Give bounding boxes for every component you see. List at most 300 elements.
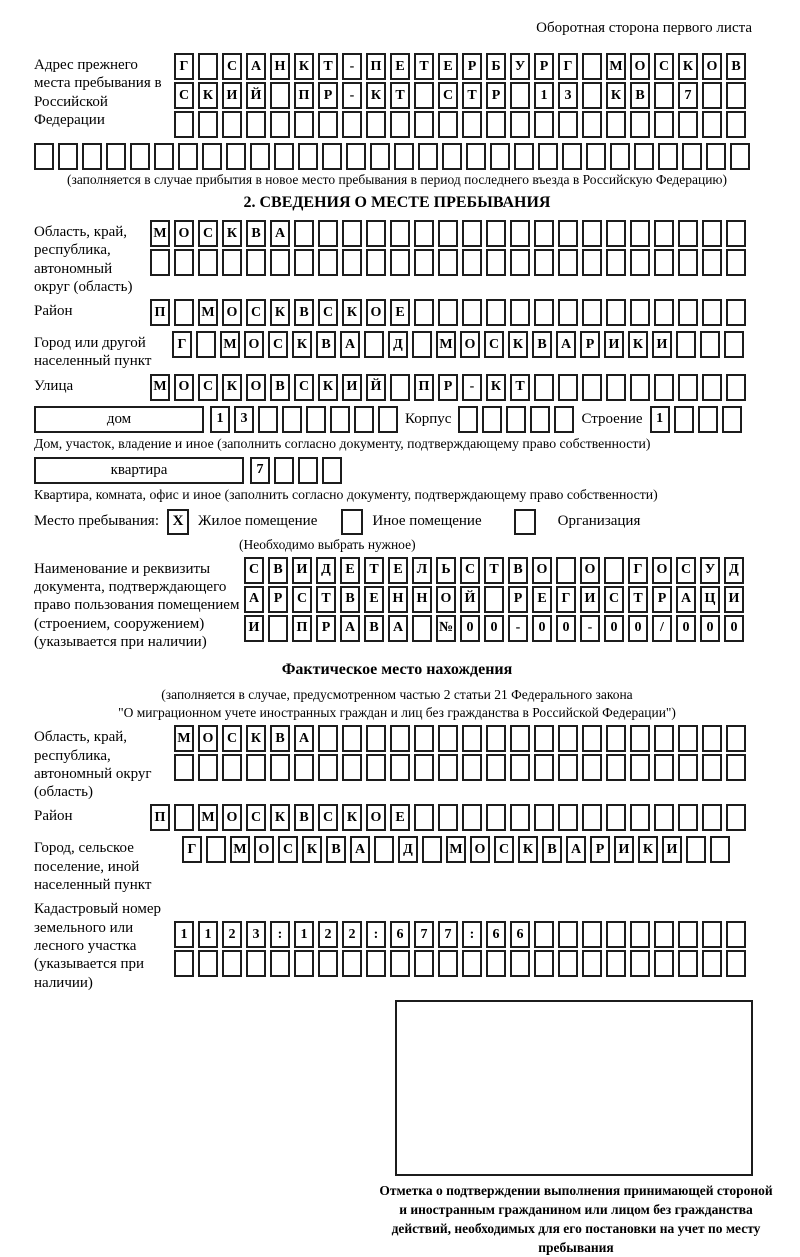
char-cell: - [580,615,600,642]
char-cell [342,249,362,276]
char-cell: 3 [558,82,578,109]
char-cell [726,374,746,401]
char-cell [556,557,576,584]
char-cell [246,950,266,977]
char-cell [318,111,338,138]
prev-address-label: Адрес прежнего места пребывания в Российской Федерации [34,57,162,128]
char-cell [630,725,650,752]
prev-address-field [34,53,760,140]
char-cell [658,143,678,170]
char-cell [222,249,242,276]
actual-region-field [34,725,760,801]
char-cell: Л [412,557,432,584]
char-cell [678,299,698,326]
char-cell [682,143,702,170]
char-cell: Е [532,586,552,613]
char-cell: Р [590,836,610,863]
char-cell: Т [510,374,530,401]
confirmation-mark-box [395,1000,753,1176]
char-cell [686,836,706,863]
char-cell [702,299,722,326]
char-cell: О [702,53,722,80]
cadastre-label: Кадастровый номер земельного или лесного участка (указывается при наличии) [34,901,161,991]
char-cell [178,143,198,170]
char-cell [366,220,386,247]
char-cell: К [318,374,338,401]
char-cell [702,754,722,781]
prev-address-cells [174,53,746,140]
char-cell [706,143,726,170]
char-cell [678,950,698,977]
char-cell: А [294,725,314,752]
char-cell [390,111,410,138]
char-cell: М [198,804,218,831]
char-cell [654,82,674,109]
korpus-cells [458,406,574,433]
char-cell: / [652,615,672,642]
char-cell [726,249,746,276]
char-cell: - [508,615,528,642]
char-cell [198,950,218,977]
char-cell [630,374,650,401]
char-cell: В [326,836,346,863]
char-cell: М [150,220,170,247]
char-cell [630,754,650,781]
char-cell [702,220,722,247]
char-cell [582,82,602,109]
char-cell [342,950,362,977]
char-cell: 0 [484,615,504,642]
char-cell [726,725,746,752]
char-cell: С [244,557,264,584]
char-cell: С [268,331,288,358]
char-cell: А [676,586,696,613]
organization-label: Организация [557,513,641,530]
char-cell [378,406,398,433]
char-cell [150,249,170,276]
stroenie-cells [650,406,742,433]
char-cell [422,836,442,863]
char-cell: Б [486,53,506,80]
char-cell [198,249,218,276]
char-cell: П [414,374,434,401]
char-cell [606,249,626,276]
char-cell [726,111,746,138]
char-cell-row [150,374,746,401]
char-cell: П [292,615,312,642]
char-cell [604,557,624,584]
char-cell [366,754,386,781]
char-cell [270,950,290,977]
char-cell: М [198,299,218,326]
char-cell [510,111,530,138]
char-cell: И [724,586,744,613]
char-cell [510,725,530,752]
char-cell: Ь [436,557,456,584]
char-cell: О [460,331,480,358]
char-cell [366,111,386,138]
char-cell [486,220,506,247]
char-cell [34,143,54,170]
char-cell: В [532,331,552,358]
char-cell: 7 [438,921,458,948]
char-cell [390,249,410,276]
char-cell [438,804,458,831]
char-cell: А [388,615,408,642]
char-cell [174,249,194,276]
char-cell: О [222,299,242,326]
apartment-row [34,457,760,484]
char-cell [582,754,602,781]
char-cell: О [652,557,672,584]
char-cell [678,921,698,948]
char-cell [654,374,674,401]
char-cell: Т [414,53,434,80]
char-cell: Н [270,53,290,80]
char-cell: 6 [390,921,410,948]
char-cell [174,804,194,831]
char-cell: О [246,374,266,401]
char-cell: С [460,557,480,584]
char-cell [654,111,674,138]
char-cell [582,249,602,276]
char-cell [414,220,434,247]
char-cell: Т [390,82,410,109]
char-cell: Т [628,586,648,613]
char-cell [726,950,746,977]
char-cell: К [222,220,242,247]
char-cell: К [342,804,362,831]
char-cell: 3 [246,921,266,948]
char-cell [678,725,698,752]
char-cell: К [678,53,698,80]
char-cell [678,754,698,781]
char-cell: М [174,725,194,752]
char-cell: К [366,82,386,109]
char-cell [354,406,374,433]
char-cell [294,111,314,138]
char-cell [702,921,722,948]
char-cell [678,111,698,138]
char-cell: Й [460,586,480,613]
char-cell [364,331,384,358]
char-cell-row [174,725,746,752]
char-cell: 1 [534,82,554,109]
char-cell: 1 [198,921,218,948]
char-cell [414,299,434,326]
char-cell: 6 [486,921,506,948]
char-cell [606,111,626,138]
char-cell: С [222,53,242,80]
char-cell: - [462,374,482,401]
char-cell: В [630,82,650,109]
char-cell [268,615,288,642]
char-cell [270,249,290,276]
char-cell [630,804,650,831]
char-cell [330,406,350,433]
char-cell [174,754,194,781]
char-cell-row [174,950,746,977]
char-cell [534,725,554,752]
char-cell: 0 [628,615,648,642]
char-cell: С [198,374,218,401]
char-cell: У [700,557,720,584]
char-cell [702,725,722,752]
char-cell: 6 [510,921,530,948]
cadastre-field [34,897,760,991]
char-cell [730,143,750,170]
region-label: Область, край, республика, автономный округ (область) [34,224,133,295]
char-cell [258,406,278,433]
char-cell: К [302,836,322,863]
char-cell: С [246,804,266,831]
char-cell: С [222,725,242,752]
char-cell [246,111,266,138]
char-cell [486,111,506,138]
char-cell [306,406,326,433]
house-row [34,406,760,433]
char-cell [198,754,218,781]
char-cell [342,111,362,138]
prev-address-note: (заполняется в случае прибытия в новое место пребывания в период последнего въезда в Российскую Федерацию) [66,172,728,187]
korpus-label: Корпус [405,410,452,427]
char-cell [534,111,554,138]
stroenie-label: Строение [581,410,643,427]
char-cell [318,950,338,977]
char-cell: 0 [700,615,720,642]
char-cell: В [316,331,336,358]
char-cell: Н [412,586,432,613]
char-cell: Е [364,586,384,613]
char-cell-row [174,921,746,948]
stay-type-row [34,509,760,535]
char-cell: Р [508,586,528,613]
char-cell: М [606,53,626,80]
city-label: Город или другой населенный пункт [34,335,152,370]
char-cell: К [246,725,266,752]
char-cell-row [244,586,744,613]
char-cell [676,331,696,358]
char-cell [462,725,482,752]
char-cell: 2 [222,921,242,948]
char-cell [390,725,410,752]
actual-city-label: Город, сельское поселение, иной населенный пункт [34,840,152,894]
char-cell [558,111,578,138]
char-cell [678,804,698,831]
char-cell: В [294,804,314,831]
char-cell [374,836,394,863]
char-cell [82,143,102,170]
char-cell: С [198,220,218,247]
actual-location-note-1: (заполняется в случае, предусмотренном частью 2 статьи 21 Федерального закона [161,687,633,703]
char-cell [438,249,458,276]
checkbox-other-premises [341,509,363,535]
char-cell: И [652,331,672,358]
city-field [34,331,760,371]
char-cell [510,754,530,781]
char-cell: Г [182,836,202,863]
char-cell: В [270,374,290,401]
char-cell [222,111,242,138]
char-cell: В [542,836,562,863]
char-cell [606,374,626,401]
char-cell: В [364,615,384,642]
char-cell: И [662,836,682,863]
char-cell-row [174,111,746,138]
char-cell: Е [388,557,408,584]
char-cell [174,299,194,326]
char-cell: К [638,836,658,863]
char-cell-row [174,754,746,781]
char-cell [654,220,674,247]
char-cell [582,111,602,138]
char-cell [154,143,174,170]
char-cell-row [174,82,746,109]
actual-location-title: Фактическое место нахождения [281,661,513,679]
char-cell: К [486,374,506,401]
char-cell [506,406,526,433]
char-cell [654,921,674,948]
char-cell: И [222,82,242,109]
char-cell: 1 [210,406,230,433]
char-cell [486,754,506,781]
char-cell [582,950,602,977]
char-cell: С [174,82,194,109]
char-cell [222,754,242,781]
char-cell: А [340,615,360,642]
char-cell [462,249,482,276]
char-cell [654,725,674,752]
house-number-cells [210,406,398,433]
char-cell: 0 [676,615,696,642]
char-cell: Р [462,53,482,80]
char-cell: К [198,82,218,109]
char-cell [438,299,458,326]
char-cell [130,143,150,170]
char-cell: Р [268,586,288,613]
char-cell [582,725,602,752]
char-cell [702,374,722,401]
char-cell [414,82,434,109]
char-cell [534,374,554,401]
char-cell: 1 [650,406,670,433]
char-cell: К [294,53,314,80]
char-cell: О [174,220,194,247]
char-cell: Г [558,53,578,80]
char-cell: В [246,220,266,247]
char-cell: О [366,299,386,326]
actual-region-label: Область, край, республика, автономный округ (область) [34,729,152,801]
char-cell: С [494,836,514,863]
char-cell [510,299,530,326]
char-cell: Е [390,804,410,831]
char-cell: И [342,374,362,401]
char-cell: 0 [604,615,624,642]
char-cell: 7 [678,82,698,109]
char-cell [206,836,226,863]
char-cell: М [150,374,170,401]
char-cell [322,457,342,484]
char-cell: К [508,331,528,358]
char-cell [558,804,578,831]
district-field [34,299,760,328]
char-cell: Й [246,82,266,109]
actual-location-note-2: "О миграционном учете иностранных граждан и лиц без гражданства в Российской Федерации") [118,705,676,721]
char-cell [462,754,482,781]
char-cell [586,143,606,170]
char-cell [458,406,478,433]
char-cell: Р [486,82,506,109]
char-cell [654,249,674,276]
actual-city-field [34,836,760,894]
char-cell [198,111,218,138]
char-cell [202,143,222,170]
char-cell: А [566,836,586,863]
char-cell: : [366,921,386,948]
other-premises-label: Иное помещение [372,513,482,530]
char-cell [534,950,554,977]
district-label: Район [34,303,73,320]
char-cell: К [292,331,312,358]
char-cell [510,950,530,977]
char-cell: 0 [556,615,576,642]
char-cell [510,220,530,247]
char-cell [390,374,410,401]
char-cell: М [230,836,250,863]
char-cell [414,249,434,276]
char-cell: С [292,586,312,613]
char-cell: А [270,220,290,247]
char-cell: К [270,804,290,831]
char-cell-row [172,331,744,358]
char-cell [558,374,578,401]
char-cell [198,53,218,80]
char-cell [462,111,482,138]
char-cell [196,331,216,358]
char-cell: И [244,615,264,642]
char-cell: В [270,725,290,752]
char-cell [514,143,534,170]
char-cell: 2 [318,921,338,948]
char-cell: Г [172,331,192,358]
char-cell [534,249,554,276]
char-cell [534,804,554,831]
char-cell: О [436,586,456,613]
char-cell: В [268,557,288,584]
ownership-doc-field [34,557,760,651]
char-cell [282,406,302,433]
char-cell [724,331,744,358]
char-cell [394,143,414,170]
char-cell: О [470,836,490,863]
char-cell [702,804,722,831]
char-cell [678,249,698,276]
char-cell [726,220,746,247]
char-cell [438,220,458,247]
char-cell-row [150,249,746,276]
char-cell [462,950,482,977]
char-cell: П [294,82,314,109]
char-cell [538,143,558,170]
char-cell [534,754,554,781]
char-cell: - [342,82,362,109]
char-cell [630,950,650,977]
char-cell: В [294,299,314,326]
checkbox-residential: X [167,509,189,535]
char-cell [294,220,314,247]
char-cell: Р [652,586,672,613]
char-cell: Д [316,557,336,584]
